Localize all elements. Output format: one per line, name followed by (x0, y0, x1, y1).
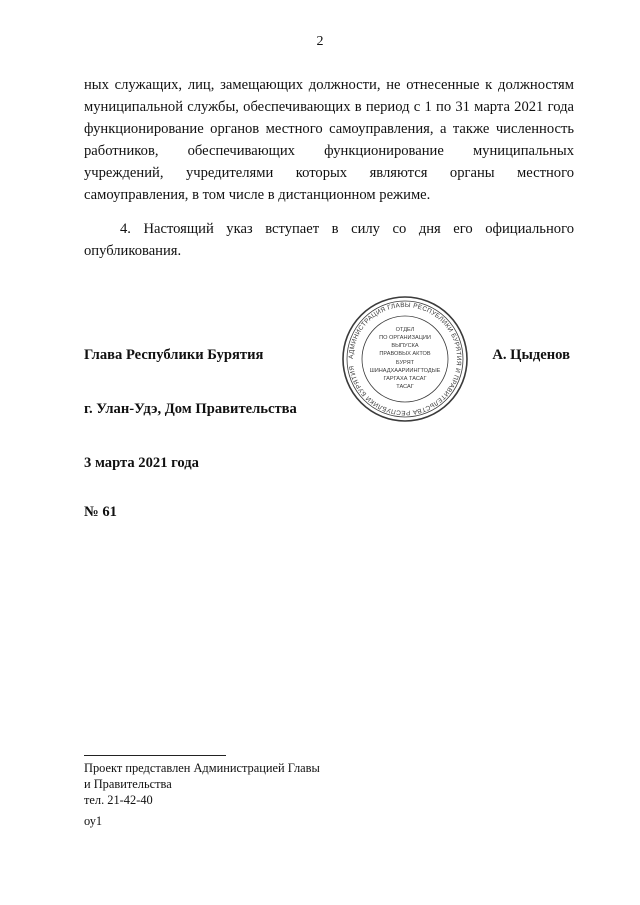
place-of-signing: г. Улан-Удэ, Дом Правительства (84, 401, 297, 417)
seal-line-5: БУРЯТ (395, 360, 415, 366)
seal-line-8: ТАСАГ (396, 384, 414, 390)
page-number: 2 (316, 34, 324, 49)
paragraph-continuation: ных служащих, лиц, замещающих должности, не отнесенные к должностям муниципальной службы, обеспечивающих в период с 1 по 31 марта 2021 года функционирование органов местного самоуправления, а также численность работников, обеспечивающих функционирование муниципальных учреждений, учредителями которых являются органы местного самоуправления, в том числе в дистанционном режиме. (84, 77, 574, 203)
seal-line-4: ПРАВОВЫХ АКТОВ (379, 351, 431, 357)
official-seal (340, 294, 470, 424)
seal-line-6: ШИНАДХААРИИНГТОДЫЕ (369, 368, 441, 374)
decree-number: № 61 (84, 504, 117, 520)
signatory-name: А. Цыденов (492, 347, 570, 363)
signatory-title: Глава Республики Бурятия (84, 347, 264, 363)
decree-date: 3 марта 2021 года (84, 455, 199, 471)
footnote-divider (84, 755, 226, 756)
seal-line-3: ВЫПУСКА (391, 343, 419, 349)
seal-outer-text: АДМИНИСТРАЦИЯ ГЛАВЫ РЕСПУБЛИКИ БУРЯТИЯ И ПРАВИТЕЛЬСТВА РЕСПУБЛИКИ БУРЯТИЯ (347, 301, 463, 417)
paragraph-4: 4. Настоящий указ вступает в силу со дня его официального опубликования. (84, 221, 574, 259)
footnote-line-2: и Правительства (84, 777, 172, 791)
footnote (84, 760, 320, 808)
seal-line-1: ОТДЕЛ (395, 327, 415, 333)
svg-text:АДМИНИСТРАЦИЯ ГЛАВЫ РЕСПУБЛИКИ (348, 302, 462, 416)
seal-line-2: ПО ОРГАНИЗАЦИИ (379, 335, 431, 341)
footnote-line-3: тел. 21-42-40 (84, 793, 153, 807)
seal-line-7: ГАРГАХА ТАСАГ (383, 376, 427, 382)
document-code: оу1 (84, 814, 103, 828)
footnote-line-1: Проект представлен Администрацией Главы (84, 761, 320, 775)
